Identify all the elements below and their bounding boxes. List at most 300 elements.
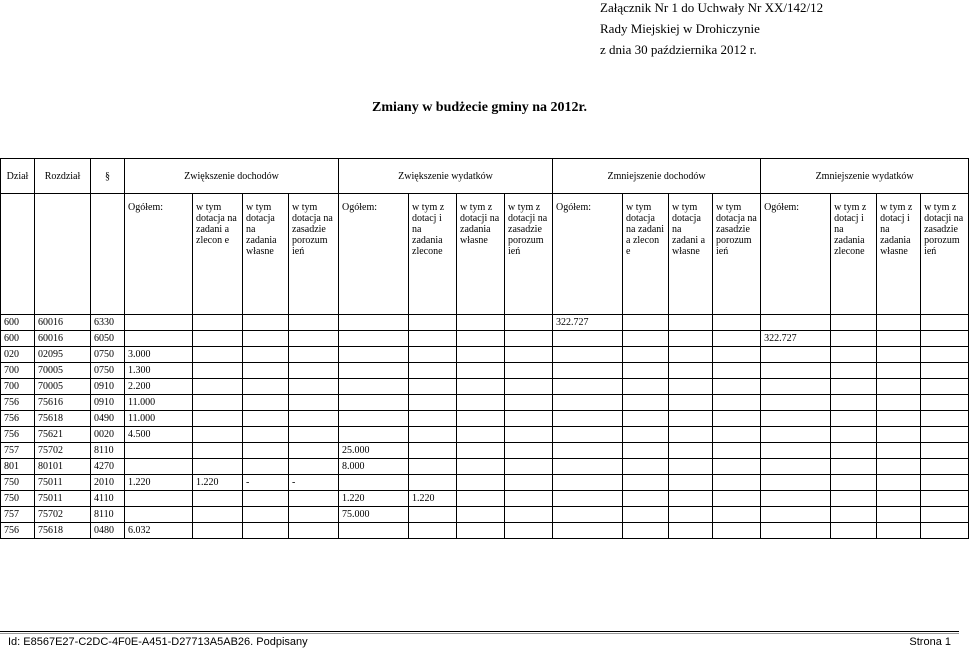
- table-cell: [713, 363, 761, 379]
- table-cell: 8110: [91, 507, 125, 523]
- table-cell: [553, 443, 623, 459]
- table-cell: [553, 491, 623, 507]
- table-cell: [553, 395, 623, 411]
- table-cell: [623, 507, 669, 523]
- table-row: [1, 459, 969, 475]
- table-cell: 1.220: [193, 475, 243, 491]
- table-cell: [761, 347, 831, 363]
- table-cell: [457, 491, 505, 507]
- table-cell: [831, 331, 877, 347]
- table-cell: [457, 507, 505, 523]
- table-cell: [553, 363, 623, 379]
- table-cell: [457, 459, 505, 475]
- table-cell: 0750: [91, 363, 125, 379]
- table-cell: [457, 379, 505, 395]
- table-cell: [553, 475, 623, 491]
- g1-own-header: w tym dotacja na zadania własne: [243, 194, 289, 315]
- table-cell: 6.032: [125, 523, 193, 539]
- table-cell: [193, 411, 243, 427]
- table-cell: [553, 427, 623, 443]
- table-cell: [409, 315, 457, 331]
- table-cell: [193, 443, 243, 459]
- table-cell: 750: [1, 475, 35, 491]
- table-cell: [669, 379, 713, 395]
- table-cell: [505, 507, 553, 523]
- table-cell: [713, 347, 761, 363]
- table-cell: [877, 363, 921, 379]
- table-cell: [921, 395, 969, 411]
- g1-commissioned-header: w tym dotacja na zadani a zlecon e: [193, 194, 243, 315]
- g4-own-header: w tym z dotacj i na zadania własne: [877, 194, 921, 315]
- table-cell: 0910: [91, 395, 125, 411]
- table-cell: [831, 491, 877, 507]
- table-cell: [457, 315, 505, 331]
- table-cell: [921, 363, 969, 379]
- table-cell: [409, 443, 457, 459]
- table-cell: 70005: [35, 363, 91, 379]
- table-cell: [921, 379, 969, 395]
- table-cell: 4270: [91, 459, 125, 475]
- table-cell: [877, 459, 921, 475]
- table-row: [1, 507, 969, 523]
- table-cell: [831, 395, 877, 411]
- table-cell: [243, 411, 289, 427]
- table-cell: [669, 523, 713, 539]
- table-cell: [243, 427, 289, 443]
- table-cell: [713, 443, 761, 459]
- table-cell: 8.000: [339, 459, 409, 475]
- table-cell: 02095: [35, 347, 91, 363]
- table-cell: [193, 507, 243, 523]
- table-cell: [921, 475, 969, 491]
- table-cell: 60016: [35, 331, 91, 347]
- table-cell: [553, 379, 623, 395]
- table-cell: [553, 523, 623, 539]
- date-line: z dnia 30 października 2012 r.: [600, 42, 757, 57]
- table-cell: [125, 507, 193, 523]
- table-cell: 6330: [91, 315, 125, 331]
- table-cell: [505, 379, 553, 395]
- table-cell: [243, 347, 289, 363]
- table-cell: 75616: [35, 395, 91, 411]
- table-row: [1, 491, 969, 507]
- table-cell: [831, 507, 877, 523]
- table-cell: [669, 459, 713, 475]
- table-cell: [339, 395, 409, 411]
- table-cell: [339, 427, 409, 443]
- table-cell: [457, 395, 505, 411]
- table-cell: [457, 363, 505, 379]
- table-cell: [669, 411, 713, 427]
- sub-header-row: [1, 194, 969, 315]
- table-cell: [623, 363, 669, 379]
- table-cell: 756: [1, 427, 35, 443]
- table-cell: [713, 491, 761, 507]
- page-number: Strona 1: [909, 636, 951, 648]
- table-cell: [921, 507, 969, 523]
- table-cell: [761, 507, 831, 523]
- table-row: [1, 363, 969, 379]
- table-cell: [623, 443, 669, 459]
- g4-total-header: Ogółem:: [761, 194, 831, 315]
- table-cell: [831, 379, 877, 395]
- table-cell: [877, 331, 921, 347]
- table-cell: [669, 491, 713, 507]
- table-cell: [125, 331, 193, 347]
- table-cell: [289, 363, 339, 379]
- table-cell: [505, 459, 553, 475]
- g3-commissioned-header: w tym dotacja na zadani a zlecon e: [623, 194, 669, 315]
- table-cell: [761, 475, 831, 491]
- table-cell: [877, 379, 921, 395]
- table-cell: 1.220: [339, 491, 409, 507]
- table-cell: 0490: [91, 411, 125, 427]
- table-cell: [713, 507, 761, 523]
- table-cell: [289, 395, 339, 411]
- table-cell: [669, 395, 713, 411]
- g2-total-header: Ogółem:: [339, 194, 409, 315]
- table-cell: 757: [1, 443, 35, 459]
- table-cell: [243, 363, 289, 379]
- table-cell: [877, 491, 921, 507]
- table-cell: [409, 411, 457, 427]
- table-cell: [623, 427, 669, 443]
- table-cell: [921, 315, 969, 331]
- table-cell: [193, 347, 243, 363]
- table-cell: 0020: [91, 427, 125, 443]
- table-cell: [553, 331, 623, 347]
- table-cell: [289, 523, 339, 539]
- table-cell: [243, 331, 289, 347]
- table-cell: [409, 331, 457, 347]
- table-cell: [713, 395, 761, 411]
- table-cell: 020: [1, 347, 35, 363]
- table-cell: [457, 523, 505, 539]
- table-cell: [831, 363, 877, 379]
- table-cell: [831, 411, 877, 427]
- table-cell: [761, 379, 831, 395]
- table-cell: [761, 427, 831, 443]
- table-cell: [125, 459, 193, 475]
- table-cell: [623, 523, 669, 539]
- table-cell: 0750: [91, 347, 125, 363]
- table-cell: 75702: [35, 507, 91, 523]
- table-cell: [553, 411, 623, 427]
- table-cell: [243, 523, 289, 539]
- table-cell: [505, 427, 553, 443]
- empty-cell: [1, 194, 35, 315]
- g2-commissioned-header: w tym z dotacj i na zadania zlecone: [409, 194, 457, 315]
- table-cell: [125, 491, 193, 507]
- table-cell: [921, 491, 969, 507]
- table-cell: [553, 507, 623, 523]
- table-cell: [553, 459, 623, 475]
- table-cell: [243, 459, 289, 475]
- g2-agreement-header: w tym z dotacji na zasadzie porozum ień: [505, 194, 553, 315]
- table-cell: [243, 491, 289, 507]
- table-row: [1, 395, 969, 411]
- g3-agreement-header: w tym dotacja na zasadzie porozum ień: [713, 194, 761, 315]
- table-cell: 80101: [35, 459, 91, 475]
- table-cell: 2010: [91, 475, 125, 491]
- table-cell: [339, 523, 409, 539]
- table-cell: 600: [1, 331, 35, 347]
- table-cell: [289, 411, 339, 427]
- table-cell: [243, 443, 289, 459]
- footer-divider-secondary: [0, 633, 959, 634]
- table-cell: [505, 315, 553, 331]
- table-row: [1, 475, 969, 491]
- table-cell: [877, 507, 921, 523]
- table-cell: [409, 427, 457, 443]
- table-cell: [505, 443, 553, 459]
- table-cell: 322.727: [553, 315, 623, 331]
- table-row: [1, 427, 969, 443]
- table-cell: [505, 523, 553, 539]
- table-cell: 75618: [35, 523, 91, 539]
- table-cell: [761, 523, 831, 539]
- table-cell: [623, 491, 669, 507]
- table-cell: [831, 427, 877, 443]
- table-cell: 757: [1, 507, 35, 523]
- table-cell: 75.000: [339, 507, 409, 523]
- table-cell: [289, 459, 339, 475]
- g2-own-header: w tym z dotacji na zadania własne: [457, 194, 505, 315]
- table-cell: [623, 347, 669, 363]
- table-cell: [193, 315, 243, 331]
- paragraf-header: §: [91, 159, 125, 194]
- signature-id: Id: E8567E27-C2DC-4F0E-A451-D27713A5AB26. Podpisany: [8, 636, 308, 648]
- empty-cell: [91, 194, 125, 315]
- table-cell: [289, 347, 339, 363]
- table-cell: 756: [1, 395, 35, 411]
- budget-table: [0, 158, 969, 539]
- table-cell: [505, 475, 553, 491]
- table-cell: [457, 427, 505, 443]
- table-row: [1, 347, 969, 363]
- table-cell: [921, 443, 969, 459]
- table-cell: 25.000: [339, 443, 409, 459]
- table-cell: 322.727: [761, 331, 831, 347]
- table-cell: [339, 315, 409, 331]
- table-cell: [713, 411, 761, 427]
- table-cell: [409, 459, 457, 475]
- table-cell: [831, 315, 877, 331]
- table-cell: 0910: [91, 379, 125, 395]
- table-cell: 4.500: [125, 427, 193, 443]
- decrease-income-header: Zmniejszenie dochodów: [553, 159, 761, 194]
- table-cell: [877, 411, 921, 427]
- table-cell: [877, 443, 921, 459]
- table-cell: [289, 331, 339, 347]
- table-cell: [921, 347, 969, 363]
- g4-agreement-header: w tym z dotacji na zasadzie porozum ień: [921, 194, 969, 315]
- table-cell: [623, 331, 669, 347]
- table-cell: [289, 443, 339, 459]
- table-cell: [761, 363, 831, 379]
- table-cell: 700: [1, 363, 35, 379]
- table-cell: [669, 443, 713, 459]
- table-cell: [623, 475, 669, 491]
- document-title: Zmiany w budżecie gminy na 2012r.: [372, 100, 587, 115]
- table-cell: [831, 523, 877, 539]
- table-cell: [193, 523, 243, 539]
- table-cell: [761, 411, 831, 427]
- table-cell: [877, 395, 921, 411]
- table-cell: [713, 331, 761, 347]
- table-cell: 3.000: [125, 347, 193, 363]
- table-row: [1, 443, 969, 459]
- table-cell: [761, 315, 831, 331]
- table-cell: 750: [1, 491, 35, 507]
- table-cell: [457, 443, 505, 459]
- g3-total-header: Ogółem:: [553, 194, 623, 315]
- table-cell: [505, 331, 553, 347]
- table-cell: 8110: [91, 443, 125, 459]
- table-cell: [669, 475, 713, 491]
- table-cell: [125, 443, 193, 459]
- table-cell: [921, 427, 969, 443]
- table-cell: [713, 315, 761, 331]
- increase-expense-header: Zwiększenie wydatków: [339, 159, 553, 194]
- table-cell: [713, 523, 761, 539]
- table-cell: [457, 411, 505, 427]
- table-cell: [193, 427, 243, 443]
- table-cell: [623, 315, 669, 331]
- table-row: [1, 331, 969, 347]
- table-cell: -: [243, 475, 289, 491]
- table-cell: [761, 395, 831, 411]
- table-cell: [921, 523, 969, 539]
- table-cell: 11.000: [125, 411, 193, 427]
- table-cell: [623, 395, 669, 411]
- g1-total-header: Ogółem:: [125, 194, 193, 315]
- table-cell: [713, 427, 761, 443]
- table-cell: [831, 475, 877, 491]
- table-row: [1, 411, 969, 427]
- table-cell: [761, 443, 831, 459]
- table-cell: [623, 459, 669, 475]
- table-cell: 4110: [91, 491, 125, 507]
- table-cell: [505, 347, 553, 363]
- table-cell: [761, 491, 831, 507]
- table-cell: [193, 395, 243, 411]
- empty-cell: [35, 194, 91, 315]
- table-cell: [457, 347, 505, 363]
- table-cell: [289, 379, 339, 395]
- table-cell: [713, 475, 761, 491]
- table-cell: [921, 411, 969, 427]
- group-header-row: [1, 159, 969, 194]
- council-line: Rady Miejskiej w Drohiczynie: [600, 21, 760, 36]
- table-cell: [289, 427, 339, 443]
- table-cell: [193, 331, 243, 347]
- dzial-header: Dział: [1, 159, 35, 194]
- table-cell: 1.220: [125, 475, 193, 491]
- table-cell: [457, 475, 505, 491]
- table-cell: [921, 331, 969, 347]
- g3-own-header: w tym dotacja na zadani a własne: [669, 194, 713, 315]
- table-cell: 1.220: [409, 491, 457, 507]
- table-cell: -: [289, 475, 339, 491]
- table-cell: 0480: [91, 523, 125, 539]
- table-cell: [623, 379, 669, 395]
- table-cell: [713, 379, 761, 395]
- table-cell: 75618: [35, 411, 91, 427]
- increase-income-header: Zwiększenie dochodów: [125, 159, 339, 194]
- table-cell: [243, 395, 289, 411]
- table-cell: [669, 347, 713, 363]
- table-cell: [409, 475, 457, 491]
- table-cell: [339, 411, 409, 427]
- table-cell: [505, 395, 553, 411]
- table-cell: [831, 347, 877, 363]
- table-cell: [831, 443, 877, 459]
- table-cell: [339, 347, 409, 363]
- table-cell: [409, 507, 457, 523]
- table-cell: [877, 315, 921, 331]
- table-cell: 6050: [91, 331, 125, 347]
- table-cell: [409, 523, 457, 539]
- g4-commissioned-header: w tym z dotacj i na zadania zlecone: [831, 194, 877, 315]
- table-cell: [243, 315, 289, 331]
- table-cell: 1.300: [125, 363, 193, 379]
- table-cell: [193, 459, 243, 475]
- table-cell: [409, 363, 457, 379]
- table-cell: [553, 347, 623, 363]
- table-cell: [877, 523, 921, 539]
- table-row: [1, 523, 969, 539]
- table-cell: [713, 459, 761, 475]
- footer-divider: [0, 631, 959, 632]
- table-cell: [669, 315, 713, 331]
- table-cell: [409, 379, 457, 395]
- table-cell: [669, 331, 713, 347]
- table-cell: [193, 491, 243, 507]
- table-cell: [505, 411, 553, 427]
- g1-agreement-header: w tym dotacja na zasadzie porozum ień: [289, 194, 339, 315]
- table-cell: [193, 379, 243, 395]
- table-cell: 75011: [35, 475, 91, 491]
- table-cell: [877, 427, 921, 443]
- table-cell: [243, 379, 289, 395]
- table-cell: [669, 507, 713, 523]
- table-row: [1, 379, 969, 395]
- table-cell: [289, 491, 339, 507]
- table-cell: [243, 507, 289, 523]
- table-cell: [289, 507, 339, 523]
- table-cell: 75621: [35, 427, 91, 443]
- attachment-line: Załącznik Nr 1 do Uchwały Nr XX/142/12: [600, 0, 824, 15]
- table-cell: 75702: [35, 443, 91, 459]
- table-cell: [877, 475, 921, 491]
- table-cell: [831, 459, 877, 475]
- table-cell: [409, 395, 457, 411]
- table-cell: [339, 379, 409, 395]
- table-cell: [877, 347, 921, 363]
- table-cell: [125, 315, 193, 331]
- table-cell: [409, 347, 457, 363]
- table-cell: 756: [1, 411, 35, 427]
- table-cell: [339, 475, 409, 491]
- table-row: [1, 315, 969, 331]
- table-cell: [339, 331, 409, 347]
- table-cell: 600: [1, 315, 35, 331]
- table-cell: 75011: [35, 491, 91, 507]
- table-cell: [505, 363, 553, 379]
- table-cell: [193, 363, 243, 379]
- table-cell: [289, 315, 339, 331]
